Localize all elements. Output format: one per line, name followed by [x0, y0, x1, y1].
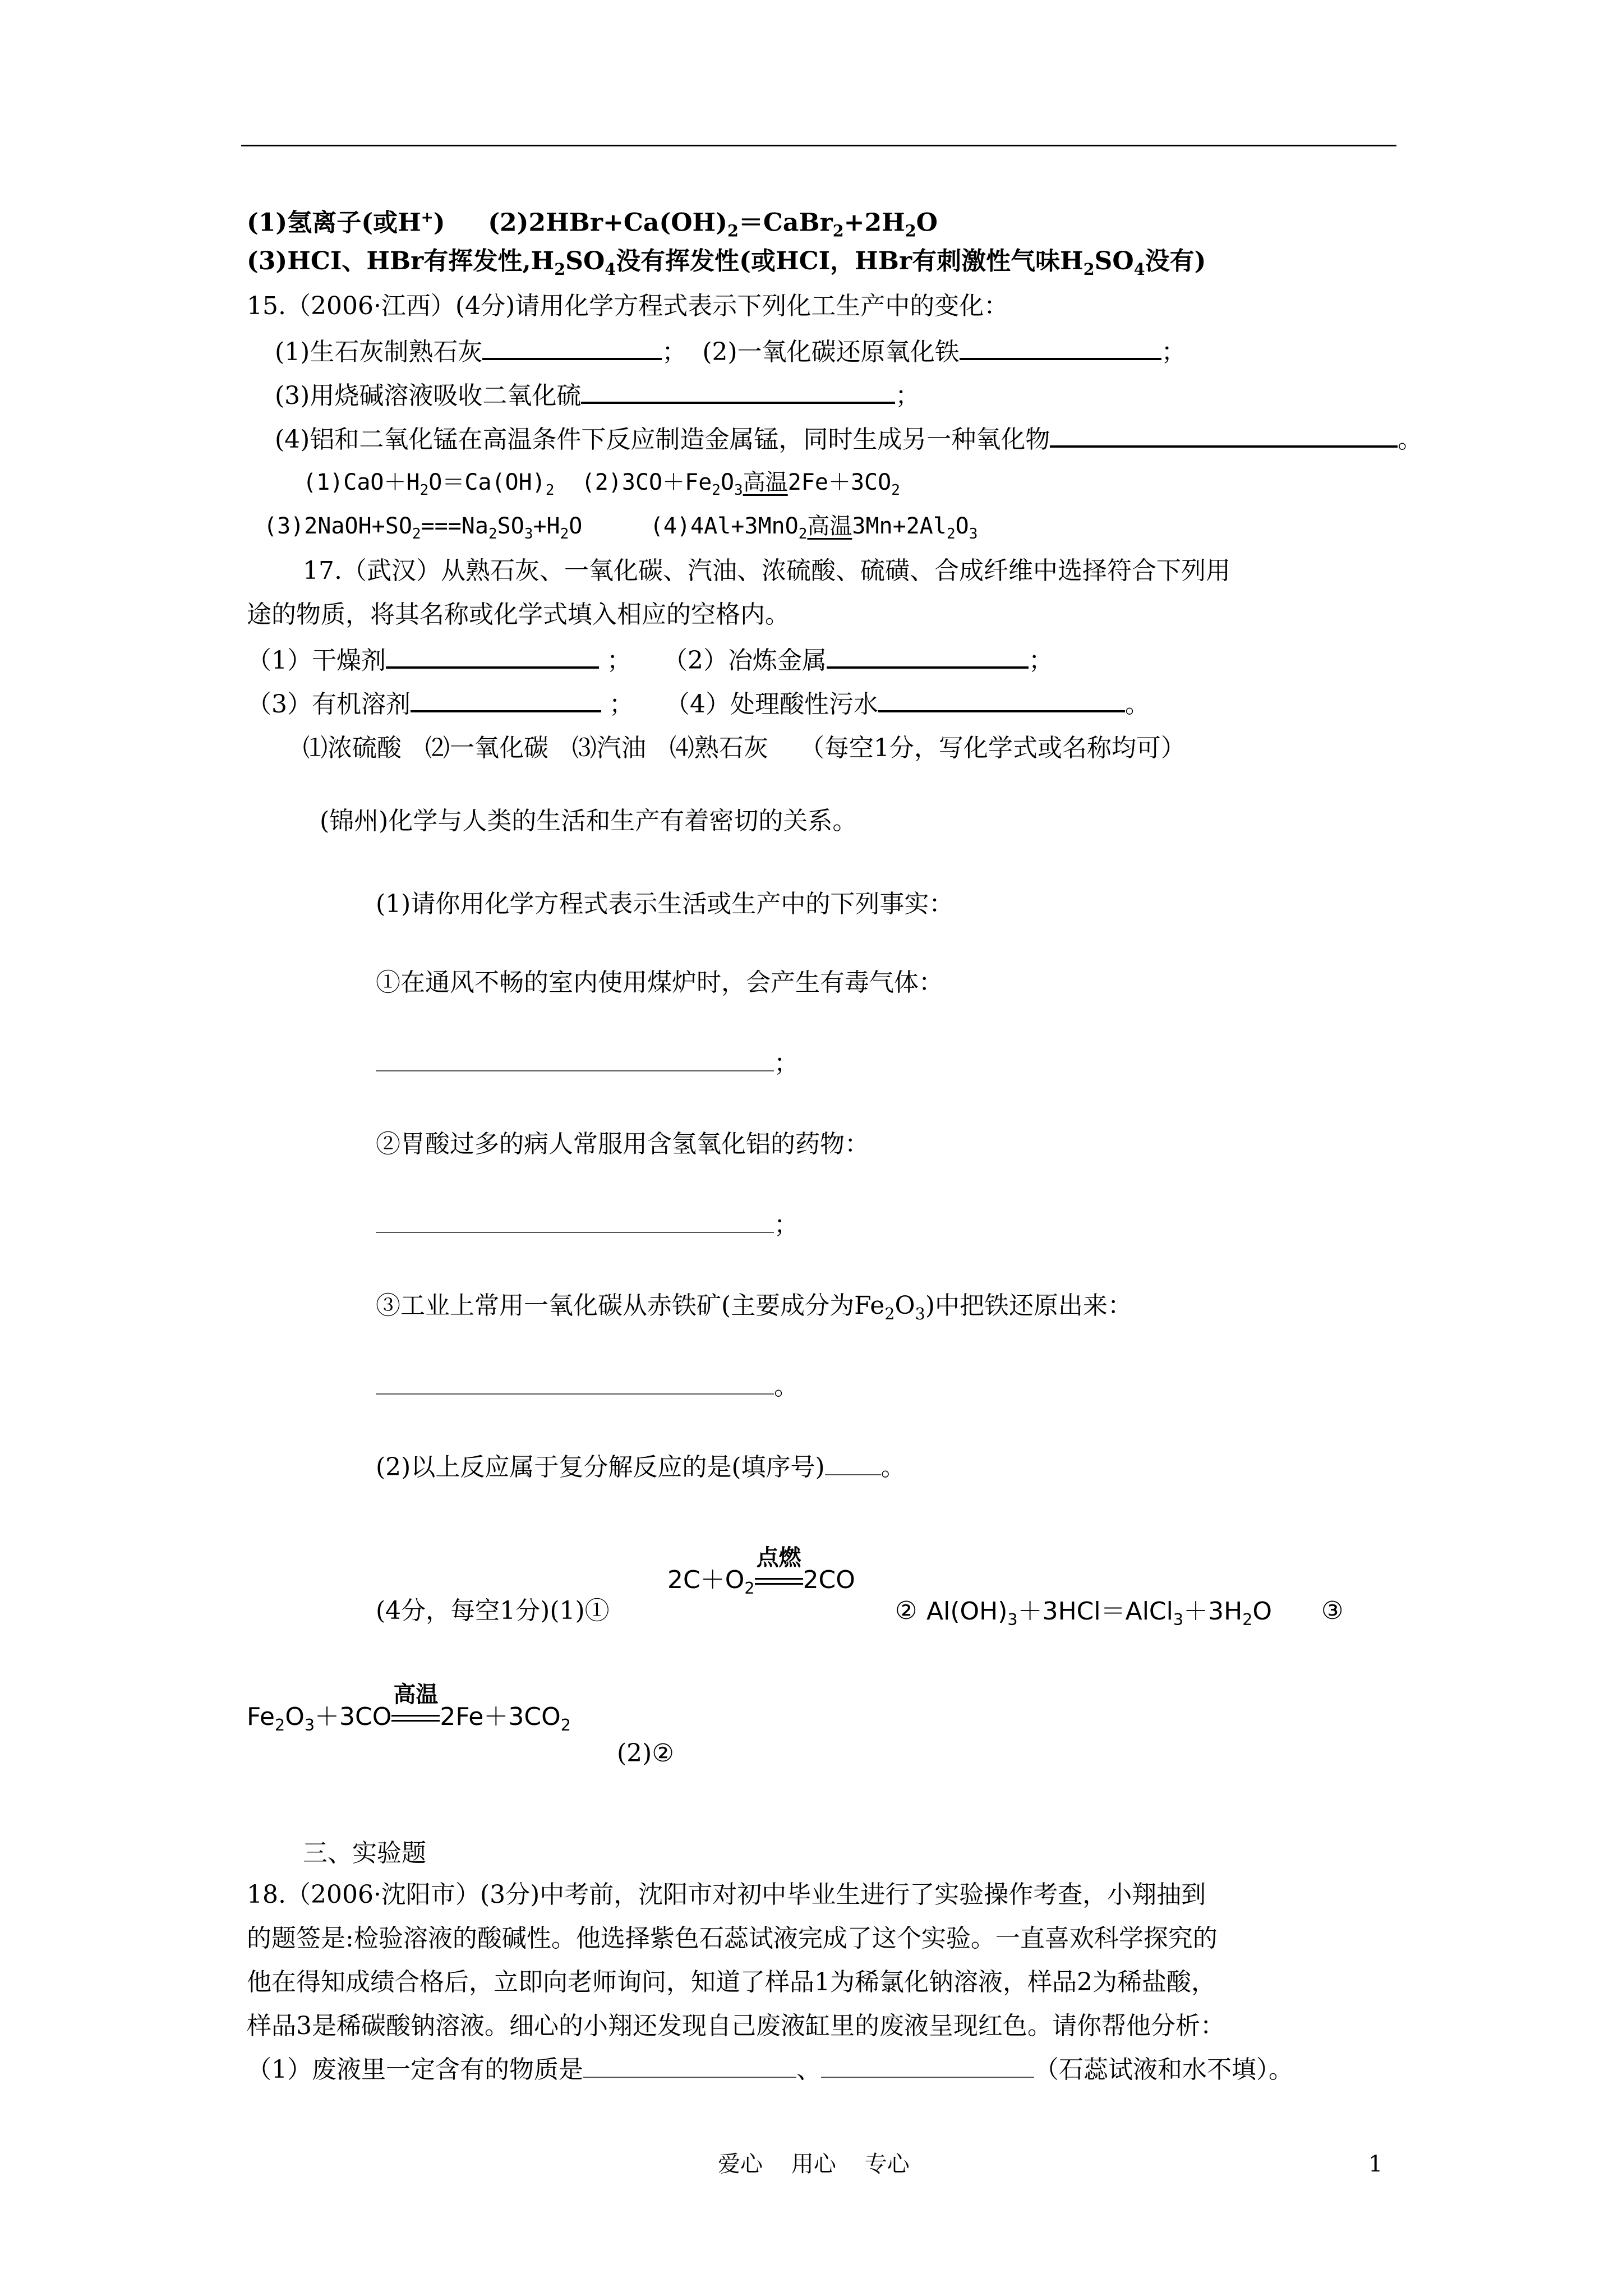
- jinzhou-intro: (锦州)化学与人类的生活和生产有着密切的关系。: [320, 807, 857, 835]
- jinzhou-fact-2-answer: ；: [376, 1209, 799, 1241]
- q15-blank-1[interactable]: [482, 335, 662, 360]
- header-rule: [241, 145, 1396, 146]
- q18-blank-1[interactable]: [583, 2054, 796, 2078]
- section-heading: 三、实验题: [303, 1839, 426, 1867]
- jinzhou-blank-1[interactable]: [376, 1048, 774, 1071]
- jinzhou-fact-1: ①在通风不畅的室内使用煤炉时，会产生有毒气体：: [376, 968, 943, 997]
- equation-2: $Al(OH)_3+3HCl=AlCl_3+3H_2O$: [926, 1597, 1272, 1629]
- q18-line-3: 他在得知成绩合格后，立即向老师询问，知道了样品1为稀氯化钠溶液，样品2为稀盐酸，: [247, 1968, 1216, 1996]
- jinzhou-fact-2: ②胃酸过多的病人常服用含氢氧化铝的药物：: [376, 1130, 869, 1158]
- jinzhou-blank-2[interactable]: [376, 1209, 774, 1233]
- q15-blank-3[interactable]: [581, 379, 895, 404]
- page-number: 1: [1368, 2151, 1383, 2177]
- answer-line-1: (1)氢离子(或H+) $(2)2HBr+Ca(OH)_2=CaBr_2+2H_2O$: [247, 208, 938, 241]
- jinzhou-sub2: (2)以上反应属于复分解反应的是(填序号) 。: [376, 1453, 906, 1481]
- q18-line-2: 的题签是:检验溶液的酸碱性。他选择紫色石蕊试液完成了这个实验。一直喜欢科学探究的: [247, 1924, 1218, 1953]
- q17-items-1-2: （1）干燥剂 ； （2）冶炼金属 ；: [247, 644, 1053, 677]
- equation-1: $2C+O_2$ 点燃 2CO: [667, 1545, 855, 1598]
- q18-line-4: 样品3是稀碳酸钠溶液。细心的小翔还发现自己废液缸里的废液呈现红色。请你帮他分析：: [247, 2012, 1225, 2040]
- q17-blank-4[interactable]: [878, 688, 1125, 712]
- jinzhou-blank-3[interactable]: [376, 1371, 774, 1395]
- answer-mark-2: ②: [895, 1596, 917, 1625]
- jinzhou-fact-3-answer: 。: [376, 1371, 799, 1402]
- q15-stem: 15.（2006·江西）(4分)请用化学方程式表示下列化工生产中的变化：: [247, 292, 1009, 320]
- q18-line-5: （1）废液里一定含有的物质是 、 （石蕊试液和水不填）。: [247, 2055, 1293, 2084]
- q18-line-1: 18.（2006·沈阳市）(3分)中考前，沈阳市对初中毕业生进行了实验操作考查，小翔抽到: [247, 1880, 1206, 1909]
- q15-blank-2[interactable]: [960, 335, 1161, 360]
- jinzhou-answer-2: (2)②: [617, 1739, 674, 1768]
- q17-stem-2: 途的物质，将其名称或化学式填入相应的空格内。: [247, 600, 790, 629]
- q15-answer-3-4: $(3)2NaOH+SO_2===Na_2SO_3+H_2O$ (4)4Al+3MnO$_2$高温$3Mn+2Al_2O_3$: [264, 513, 978, 542]
- q17-answer: ⑴浓硫酸 ⑵一氧化碳 ⑶汽油 ⑷熟石灰 （每空1分，写化学式或名称均可）: [303, 734, 1186, 762]
- jinzhou-blank-4[interactable]: [825, 1452, 881, 1475]
- q18-blank-2[interactable]: [821, 2054, 1034, 2078]
- q17-blank-2[interactable]: [827, 644, 1029, 669]
- jinzhou-answer-label: (4分，每空1分)(1)①: [376, 1596, 610, 1625]
- jinzhou-fact-3: ③工业上常用一氧化碳从赤铁矿(主要成分为$Fe_2O_3$)中把铁还原出来：: [376, 1291, 1132, 1323]
- q15-answer-1-2: $(1)CaO+H_2O=Ca(OH)_2$ $(2)3CO+Fe_2O_3$高温$2Fe+3CO_2$: [303, 470, 900, 499]
- jinzhou-sub1: (1)请你用化学方程式表示生活或生产中的下列事实：: [376, 890, 954, 918]
- footer-motto: 爱心 用心 专心: [718, 2151, 910, 2177]
- q17-stem-1: 17.（武汉）从熟石灰、一氧化碳、汽油、浓硫酸、硫磺、合成纤维中选择符合下列用: [303, 556, 1230, 585]
- q15-blank-4[interactable]: [1050, 423, 1398, 448]
- answer-line-2: (3)HCI、HBr有挥发性$,H_2SO_4$没有挥发性(或HCI，HBr有刺激性气味$H_2SO_4$没有): [247, 247, 1206, 279]
- q17-blank-3[interactable]: [411, 688, 601, 712]
- q17-blank-1[interactable]: [386, 644, 599, 669]
- equation-3: $Fe_2O_3+3CO$ 高温 $2Fe+3CO_2$: [247, 1682, 571, 1734]
- q15-item-4: (4)铝和二氧化锰在高温条件下反应制造金属锰，同时生成另一种氧化物 。: [275, 423, 1422, 455]
- q15-item-3: (3)用烧碱溶液吸收二氧化硫 ；: [275, 379, 920, 412]
- q15-item-1-2: (1)生石灰制熟石灰 ； (2)一氧化碳还原氧化铁 ；: [275, 335, 1186, 368]
- jinzhou-fact-1-answer: ；: [376, 1048, 799, 1079]
- answer-mark-3: ③: [1321, 1596, 1344, 1625]
- q17-items-3-4: （3）有机溶剂 ； （4）处理酸性污水 。: [247, 688, 1150, 720]
